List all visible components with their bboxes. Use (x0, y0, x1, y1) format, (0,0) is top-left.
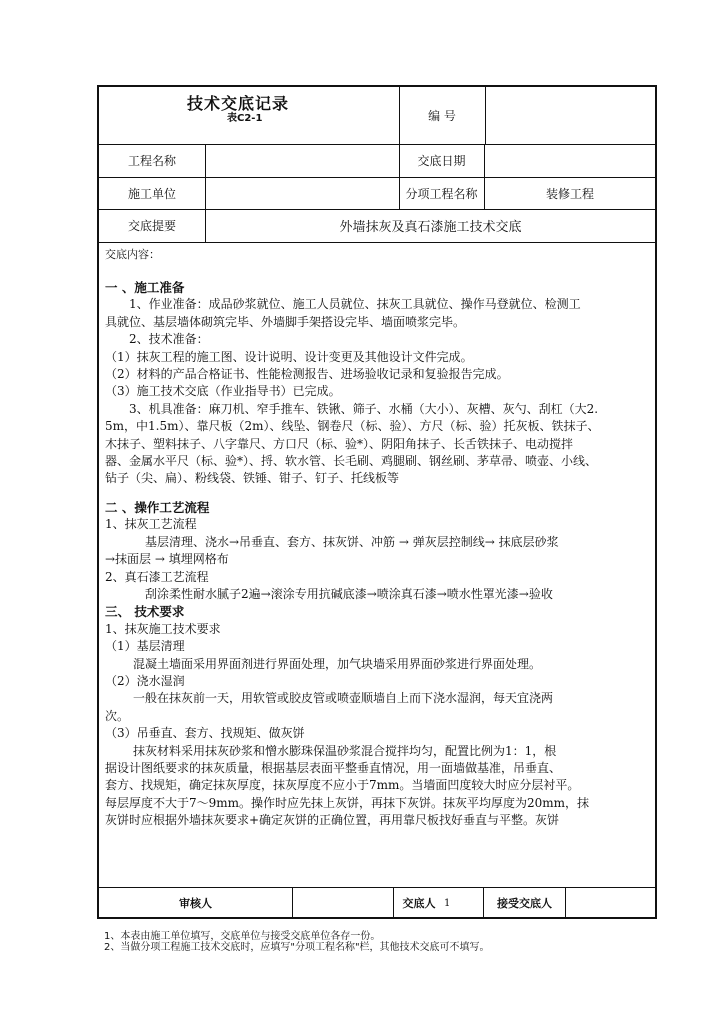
paragraph-line: （2）材料的产品合格证书、性能检测报告、进场验收记录和复验报告完成。 (105, 367, 509, 382)
content-label: 交底内容： (105, 248, 160, 261)
paragraph-line: 2、真石漆工艺流程 (105, 569, 209, 584)
section-heading: 二 、操作工艺流程 (105, 499, 210, 515)
construction-unit-label: 施工单位 (127, 186, 176, 201)
handover-date-field[interactable] (485, 144, 655, 177)
paragraph-line: 1、抹灰工艺流程 (105, 517, 197, 532)
paragraph-line: 钻子（尖、扁）、粉线袋、铁锤、钳子、钉子、托线板等 (105, 471, 400, 486)
sub-project-label: 分项工程名称 (405, 186, 478, 201)
handover-form (97, 85, 657, 919)
paragraph-line: 器、金属水平尺（标、验*）、捋、软水管、长毛刷、鸡腿刷、钢丝刷、茅草帚、喷壶、小线、 (105, 454, 598, 469)
paragraph-line: 1、抹灰施工技术要求 (105, 621, 221, 636)
paragraph-line: （1）抹灰工程的施工图、设计说明、设计变更及其他设计文件完成。 (105, 349, 473, 364)
summary-label: 交底提要 (127, 219, 176, 233)
paragraph-line: 刮涂柔性耐水腻子2遍→滚涂专用抗碱底漆→喷涂真石漆→喷水性罩光漆→验收 (145, 586, 553, 601)
paragraph-line: 抹灰材料采用抹灰砂浆和憎水膨珠保温砂浆混合搅拌均匀，配置比例为1：1，根 (133, 743, 557, 758)
footnote: 2、当做分项工程施工技术交底时，应填写"分项工程名称"栏，其他技术交底可不填写。 (104, 942, 490, 953)
paragraph-line: （3）吊垂直、套方、找规矩、做灰饼 (105, 726, 305, 741)
footnotes (104, 931, 490, 953)
paragraph-line: 2、技术准备： (129, 332, 209, 347)
paragraph-line: 灰饼时应根据外墙抹灰要求+确定灰饼的正确位置，再用靠尺板找好垂直与平整。灰饼 (105, 813, 560, 828)
number-field[interactable] (486, 87, 655, 144)
form-title: 技术交底记录 (187, 94, 290, 113)
sub-project-field[interactable]: 装修工程 (545, 186, 594, 201)
paragraph-line: （3）施工技术交底（作业指导书）已完成。 (105, 384, 341, 399)
presenter-label: 交底人 (402, 897, 436, 910)
project-name-label: 工程名称 (127, 154, 176, 168)
construction-unit-field[interactable] (206, 177, 399, 209)
receiver-label: 接受交底人 (497, 897, 552, 910)
number-label: 编 号 (428, 109, 456, 123)
paragraph-line: 5m，中1.5m）、靠尺板（2m）、线坠、钢卷尺（标、验）、方尺（标、验）托灰板、铁抹子、 (105, 419, 600, 434)
paragraph-line: 具就位、基层墙体砌筑完毕、外墙脚手架搭设完毕、墙面喷浆完毕。 (105, 314, 466, 329)
paragraph-line: →抹面层 → 填埋网格布 (105, 552, 229, 567)
project-name-field[interactable] (206, 144, 399, 177)
section-heading: 三、 技术要求 (105, 604, 185, 620)
paragraph-line: 据设计图纸要求的抹灰质量，根据基层表面平整垂直情况，用一面墙做基准，吊垂直、 (105, 760, 562, 775)
reviewer-field[interactable] (293, 887, 393, 919)
handover-content (105, 279, 651, 830)
paragraph-line: （1）基层清理 (105, 639, 185, 654)
paragraph-line: 一般在抹灰前一天，用软管或胶皮管或喷壶顺墙自上而下浇水湿润，每天宜浇两 (133, 691, 554, 706)
presenter-field[interactable]: 1 (444, 897, 451, 909)
summary-field[interactable]: 外墙抹灰及真石漆施工技术交底 (339, 220, 522, 235)
paragraph-line: 套方、找规矩，确定抹灰厚度，抹灰厚度不应小于7mm。当墙面凹度较大时应分层衬平。 (105, 778, 580, 793)
form-code: 表C2-1 (227, 113, 263, 124)
receiver-field[interactable] (566, 887, 655, 919)
paragraph-line: 1、作业准备：成品砂浆就位、施工人员就位、抹灰工具就位、操作马登就位、检测工 (129, 297, 581, 312)
paragraph-line: 木抹子、塑料抹子、八字靠尺、方口尺（标、验*）、阴阳角抹子、长舌铁抹子、电动搅拌 (105, 436, 574, 451)
section-heading: 一 、施工准备 (105, 280, 185, 295)
paragraph-line: 基层清理、浇水→吊垂直、套方、抹灰饼、冲筋 → 弹灰层控制线→ 抹底层砂浆 (145, 534, 559, 549)
reviewer-label: 审核人 (179, 897, 212, 910)
paragraph-line: 每层厚度不大于7～9mm。操作时应先抹上灰饼，再抹下灰饼。抹灰平均厚度为20mm，抹 (105, 795, 590, 810)
paragraph-line: 3、机具准备：麻刀机、窄手推车、铁锹、筛子、水桶（大小）、灰槽、灰勺、刮杠（大2. (129, 401, 599, 416)
paragraph-line: 次。 (105, 708, 130, 723)
row-divider (99, 242, 655, 243)
paragraph-line: 混凝土墙面采用界面剂进行界面处理，加气块墙采用界面砂浆进行界面处理。 (133, 656, 542, 671)
footnote: 1、本表由施工单位填写，交底单位与接受交底单位各存一份。 (104, 931, 381, 942)
paragraph-line: （2）浇水湿润 (105, 673, 185, 688)
handover-date-label: 交底日期 (417, 154, 466, 168)
